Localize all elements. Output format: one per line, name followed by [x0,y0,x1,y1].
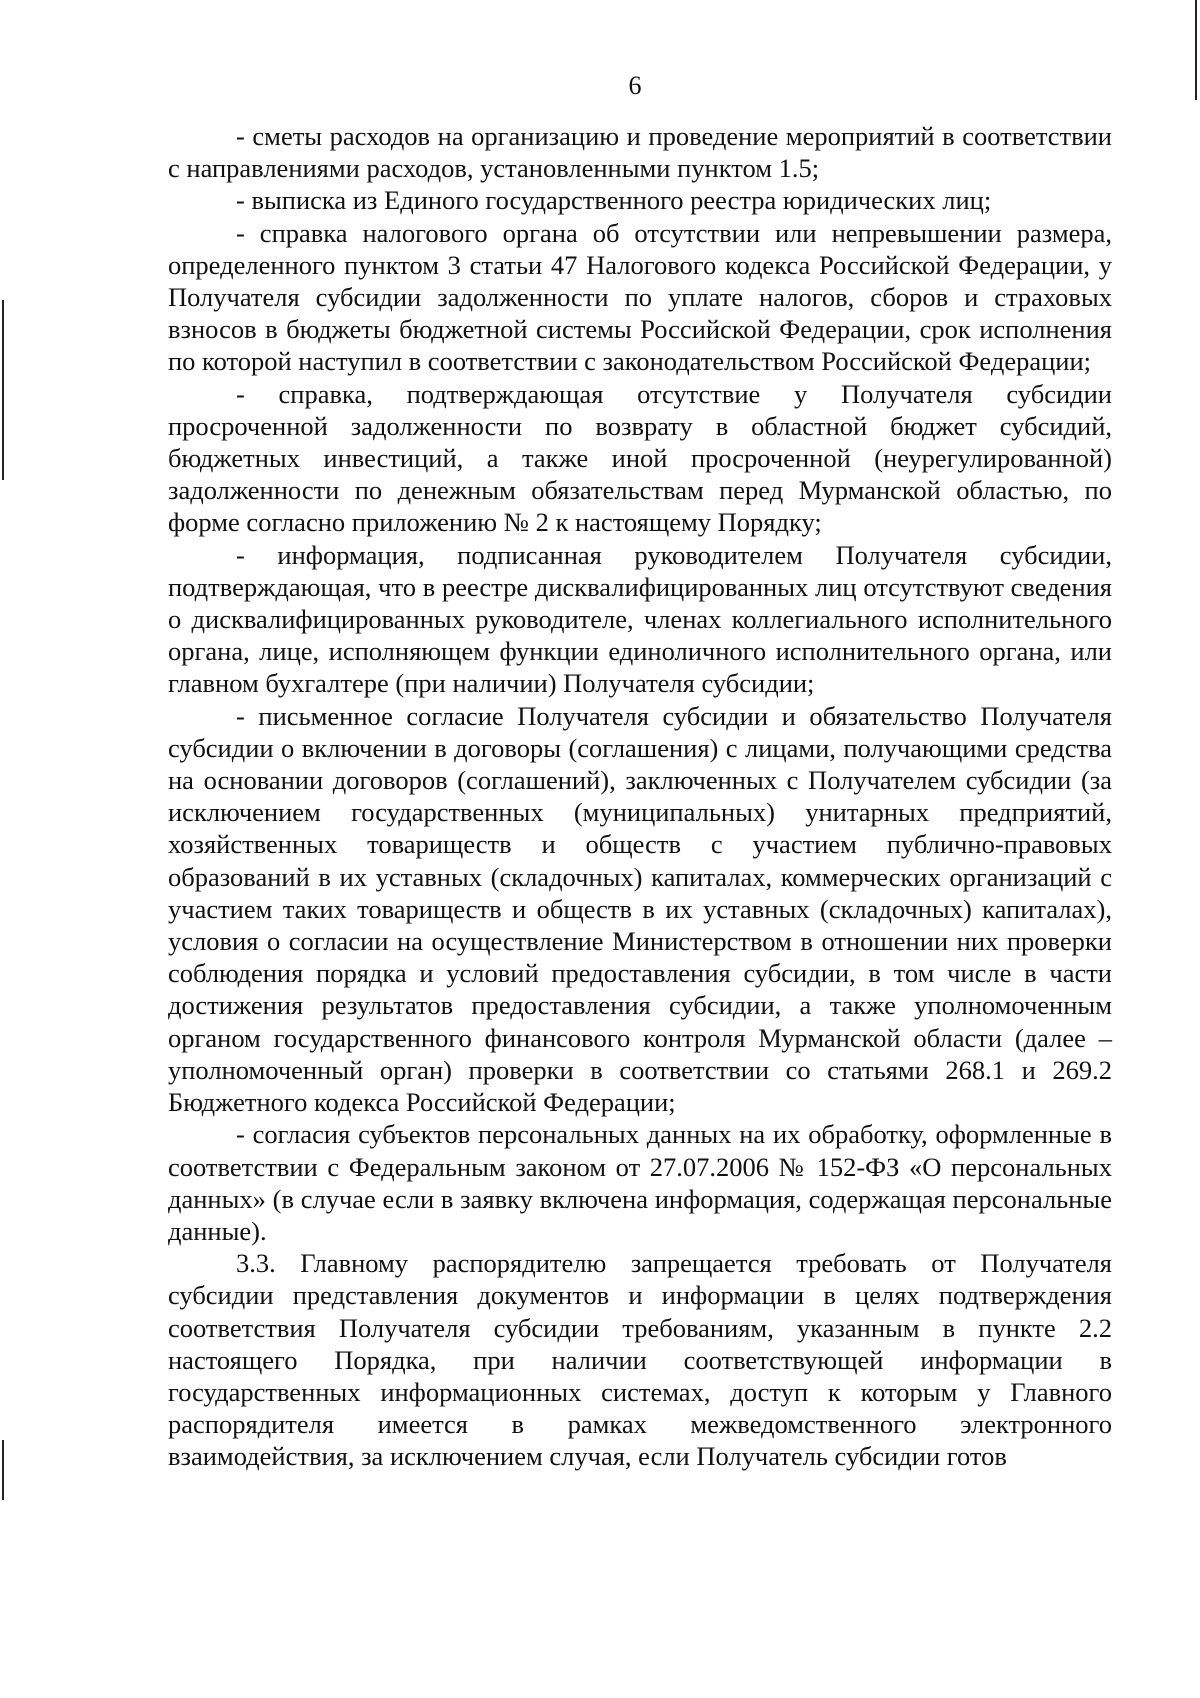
page-number: 6 [628,71,642,100]
paragraph-cost-estimates: - сметы расходов на организацию и проведение мероприятий в соответствии с направлениями расходов, установленными пунктом 1.5; [168,121,1112,184]
scan-edge-mark-left-1 [2,300,4,480]
paragraph-registry-extract: - выписка из Единого государственного реестра юридических лиц; [236,185,992,216]
paragraph-section-3-3: 3.3. Главному распорядителю запрещается требовать от Получателя субсидии представления документов и информации в целях подтверждения соответствия Получателя субсидии требованиям, указанным в пункте 2.2 настоящего Порядка, при наличии соответствующей информации в государственных информационных системах, доступ к которым у Главного распорядителя имеется в рамках межведомственного электронного взаимодействия, за исключением случая, если Получатель субсидии готов [168,1248,1112,1472]
paragraph-personal-data-consent: - согласия субъектов персональных данных на их обработку, оформленные в соответствии с Федеральным законом от 27.07.2006 № 152-ФЗ «О персональных данных» (в случае если в заявку включена информация, содержащая персональные данные). [168,1119,1112,1246]
paragraph-disqualified-info: - информация, подписанная руководителем Получателя субсидии, подтверждающая, что в реестре дисквалифицированных лиц отсутствуют сведения о дисквалифицированных руководителе, членах коллегиального исполнительного органа, лице, исполняющем функции единоличного исполнительного органа, или главном бухгалтере (при наличии) Получателя субсидии; [168,539,1112,699]
paragraph-written-consent: - письменное согласие Получателя субсидии и обязательство Получателя субсидии о включении в договоры (соглашения) с лицами, получающими средства на основании договоров (соглашений), заключенных с Получателем субсидии (за исключением государственных (муниципальных) унитарных предприятий, хозяйственных товариществ и обществ с участием публично-правовых образований в их уставных (складочных) капиталах, коммерческих организаций с участием таких товариществ и обществ в их уставных (складочных) капиталах), условия о согласии на осуществление Министерством в отношении них проверки соблюдения порядка и условий предоставления субсидии, в том числе в части достижения результатов предоставления субсидии, а также уполномоченным органом государственного финансового контроля Мурманской области (далее – уполномоченный орган) проверки в соответствии со статьями 268.1 и 269.2 Бюджетного кодекса Российской Федерации; [168,700,1112,1118]
paragraph-tax-certificate: - справка налогового органа об отсутствии или непревышении размера, определенного пунктом 3 статьи 47 Налогового кодекса Российской Федерации, у Получателя субсидии задолженности по уплате налогов, сборов и страховых взносов в бюджеты бюджетной системы Российской Федерации, срок исполнения по которой наступил в соответствии с законодательством Российской Федерации; [168,217,1112,377]
paragraph-debt-certificate: - справка, подтверждающая отсутствие у Получателя субсидии просроченной задолженности по возврату в областной бюджет субсидий, бюджетных инвестиций, а также иной просроченной (неурегулированной) задолженности по денежным обязательствам перед Мурманской областью, по форме согласно приложению № 2 к настоящему Порядку; [168,378,1112,538]
document-body [168,120,1112,1473]
scan-edge-mark-left-2 [2,1440,4,1500]
